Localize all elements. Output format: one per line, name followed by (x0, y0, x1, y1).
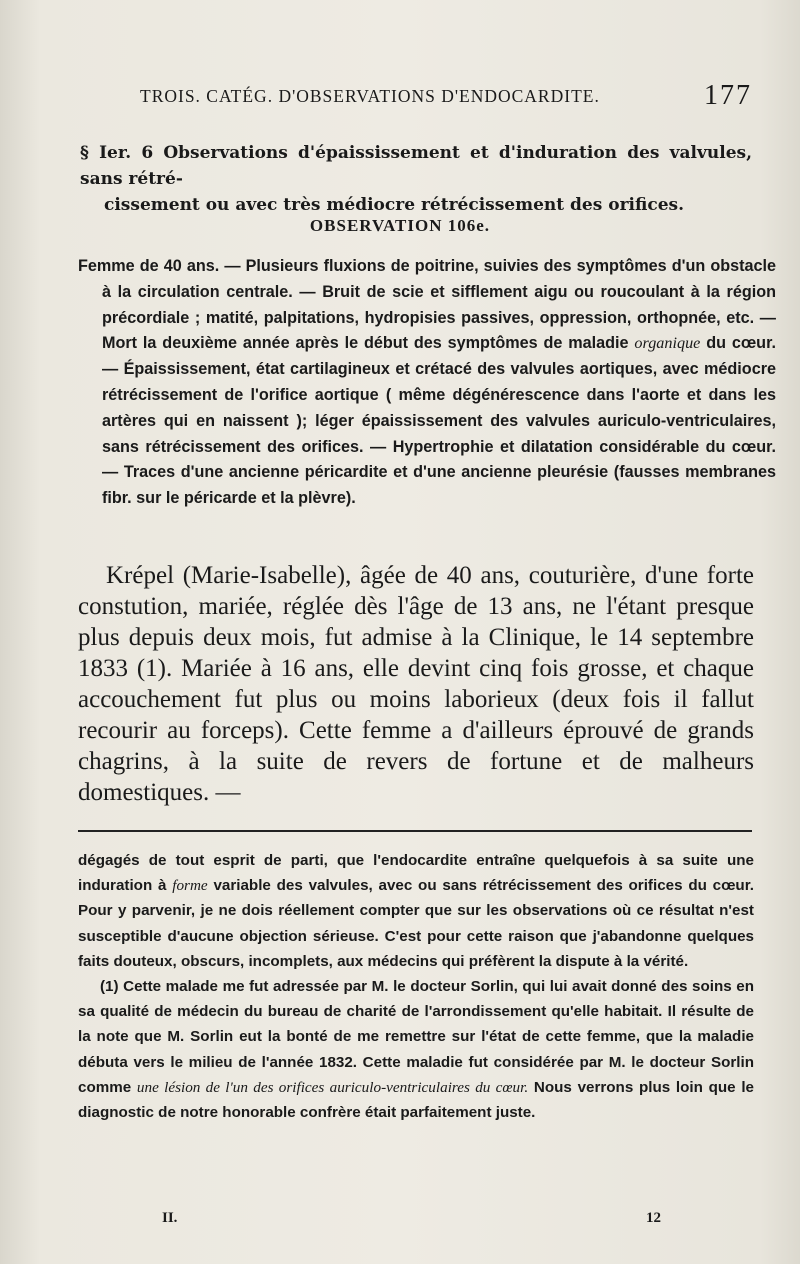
footnote-continuation (78, 848, 754, 974)
footnote-cont-a: dégagés de tout esprit de parti, que l'endocardite entraîne quelquefois à sa suite une induration à (78, 852, 754, 895)
section-label: § Ier. (80, 143, 132, 163)
section-heading (80, 140, 752, 218)
footnote-1-b: Nous verrons plus loin que le diagnostic de notre honorable confrère était parfaitement juste. (78, 1078, 754, 1122)
footnote-1-a: (1) Cette malade me fut adressée par M. le docteur Sorlin, qui lui avait donné des soins en sa qualité de médecin du bureau de charité de l'arrondissement qu'elle habitait. Il résulte de la note que M. Sorlin eut la bonté de me remettre sur l'état de cette femme, que la maladie débuta vers le milieu de l'année 1832. Cette maladie fut considérée par M. le docteur Sorlin comme (78, 978, 754, 1096)
running-title: TROIS. CATÉG. D'OBSERVATIONS D'ENDOCARDITE. (140, 86, 600, 106)
footnotes (78, 848, 754, 1125)
observation-title: OBSERVATION 106e. (309, 216, 491, 235)
footnote-1 (78, 974, 754, 1125)
footnote-cont-b: variable des valvules, avec ou sans rétrécissement des orifices du cœur. Pour y parvenir, je ne dois réellement compter que sur les observations où ce résultat n'est susceptible d'aucune objection sérieuse. C'est pour cette raison que j'abandonne quelques faits douteux, obscurs, incomplets, aux médecins qui préfèrent la dispute à la vérité. (78, 877, 754, 970)
footnote-cont-emphasis: forme (172, 877, 208, 895)
volume-signature: II. (162, 1210, 178, 1226)
sheet-signature: 12 (646, 1210, 661, 1226)
summary-emphasis: organique (634, 334, 701, 353)
section-title: 6 Observations d'épaississement et d'induration des valvules, sans rétré- (80, 143, 753, 189)
page-number: 177 (704, 80, 752, 111)
running-header (140, 80, 752, 111)
section-title-cont: cissement ou avec très médiocre rétrécissement des orifices. (104, 195, 685, 215)
case-paragraph: Krépel (Marie-Isabelle), âgée de 40 ans, couturière, d'une forte constution, mariée, réglée dès l'âge de 13 ans, ne l'étant presque plus depuis deux mois, fut admise à la Clinique, le 14 septembre 1833 (1). Mariée à 16 ans, elle devint cinq fois grosse, et chaque accouchement fut plus ou moins laborieux (deux fois il fallut recourir au forceps). Cette femme a d'ailleurs éprouvé de grands chagrins, à la suite de revers de fortune et de malheurs domestiques. — (78, 562, 754, 806)
summary-text-b: du cœur. — Épaississement, état cartilagineux et crétacé des valvules aortiques, avec médiocre rétrécissement de l'orifice aortique ( même dégénérescence dans l'aorte et dans les artères qui en naissent ); léger épaississement des valvules auriculo-ventriculaires, sans rétrécissement des orifices. — Hypertrophie et dilatation considérable du cœur. — Traces d'une ancienne péricardite et d'une ancienne pleurésie (fausses membranes fibr. sur le péricarde et la plèvre). (102, 334, 776, 508)
observation-summary (78, 254, 776, 512)
footnote-1-emphasis: une lésion de l'un des orifices auriculo-ventriculaires du cœur. (136, 1078, 529, 1096)
summary-text-a: Femme de 40 ans. — Plusieurs fluxions de poitrine, suivies des symptômes d'un obstacle à la circulation centrale. — Bruit de scie et sifflement aigu ou roucoulant à la région précordiale ; matité, palpitations, hydropisies passives, oppression, orthopnée, etc. — Mort la deuxième année après le début des symptômes de maladie (78, 257, 776, 353)
footnote-divider (78, 830, 752, 832)
